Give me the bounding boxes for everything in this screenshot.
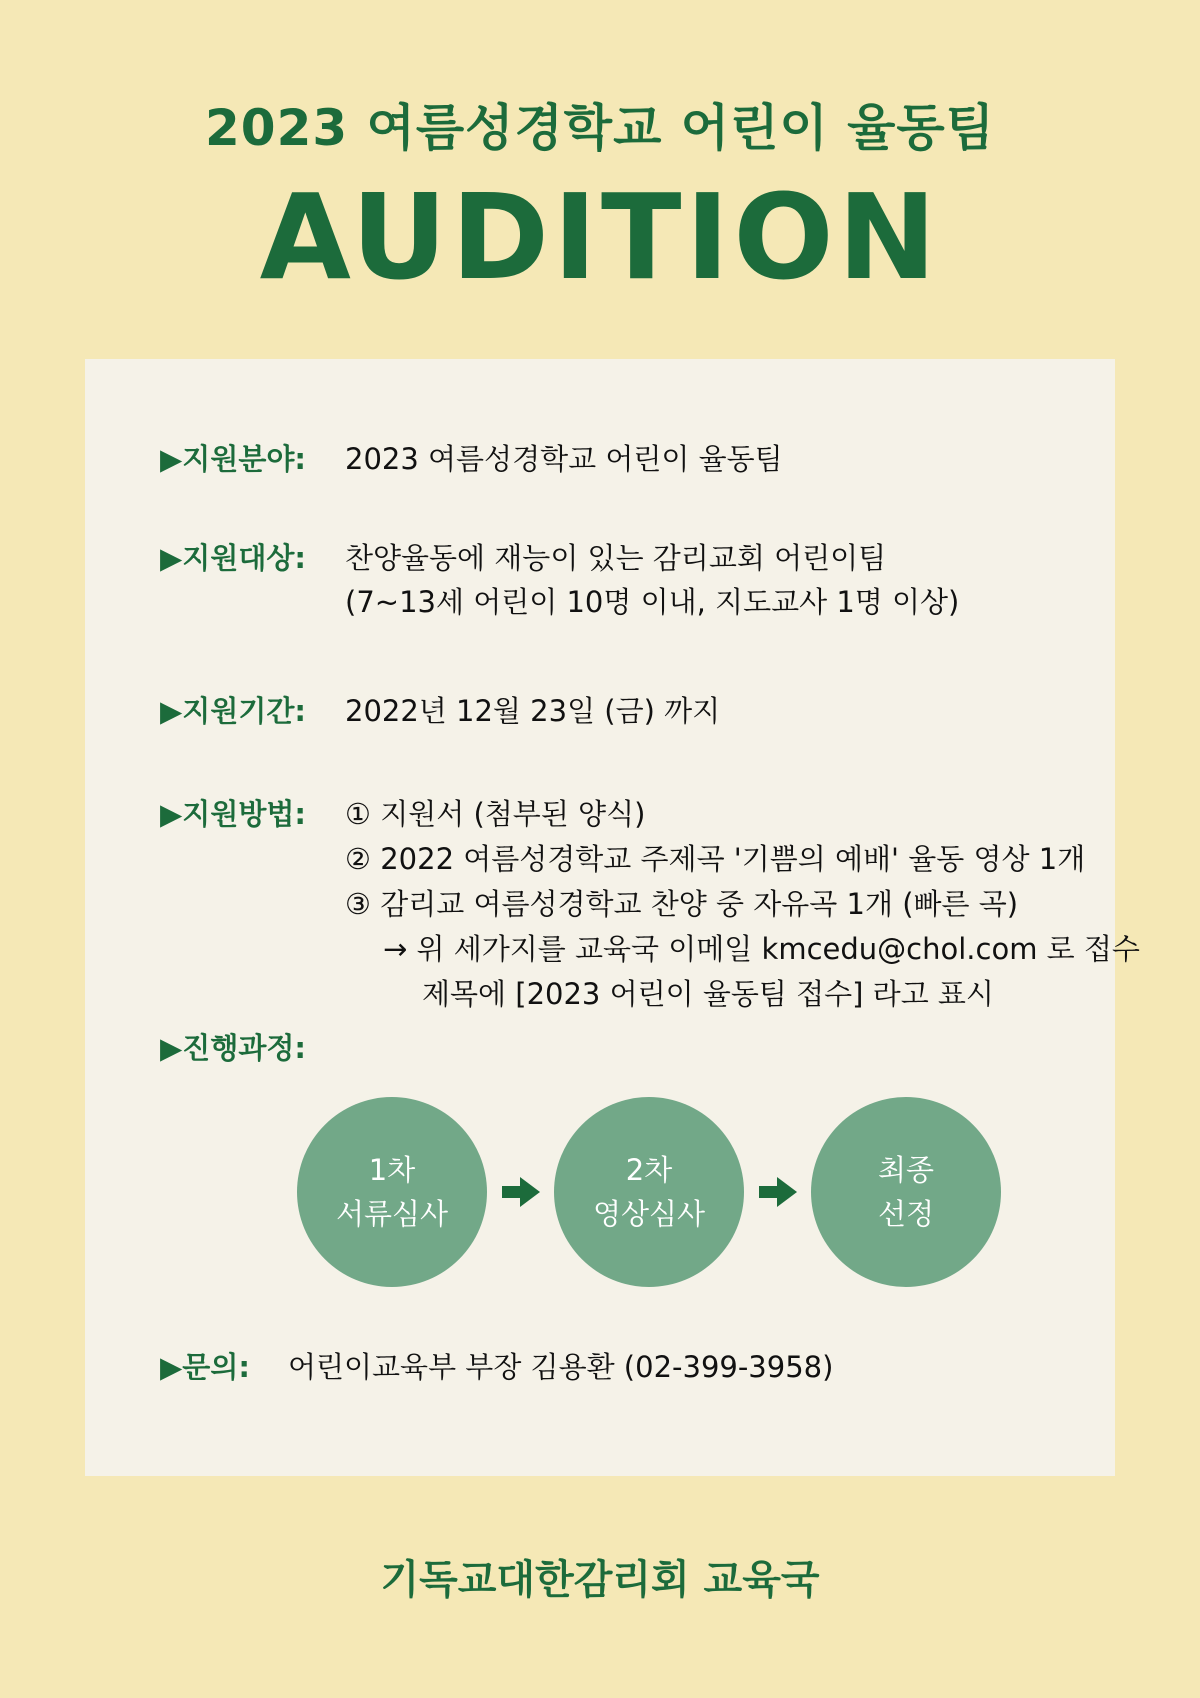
field-row (160, 437, 783, 481)
process-step-1-desc: 서류심사 (335, 1197, 449, 1231)
period-row (160, 689, 720, 733)
method-value (345, 792, 1140, 1017)
field-label: ▶지원분야: (160, 442, 306, 476)
method-note-1: → 위 세가지를 교육국 이메일 kmcedu@chol.com 로 접수 (383, 932, 1140, 966)
target-line-2: (7~13세 어린이 10명 이내, 지도교사 1명 이상) (345, 585, 960, 619)
page-subtitle: 2023 여름성경학교 어린이 율동팀 (205, 99, 995, 157)
page-title: AUDITION (259, 168, 941, 306)
method-label: ▶지원방법: (160, 797, 306, 831)
process-step-1-title: 1차 (368, 1153, 416, 1187)
target-label: ▶지원대상: (160, 541, 306, 575)
target-line-1: 찬양율동에 재능이 있는 감리교회 어린이팀 (345, 541, 887, 575)
process-flow (297, 1097, 1001, 1287)
footer-organization: 기독교대한감리회 교육국 (380, 1557, 820, 1603)
process-label: ▶진행과정: (160, 1031, 306, 1065)
process-step-2-desc: 영상심사 (592, 1197, 706, 1231)
target-value (345, 536, 959, 624)
arrow-right-icon (487, 1097, 554, 1287)
process-step-3-title: 최종 (877, 1153, 935, 1187)
process-row (160, 1026, 345, 1070)
target-row (160, 536, 959, 624)
process-step-3-desc: 선정 (877, 1197, 935, 1231)
field-value: 2023 여름성경학교 어린이 율동팀 (345, 442, 783, 476)
info-card (85, 359, 1140, 1476)
contact-row (160, 1345, 833, 1389)
arrow-right-icon (744, 1097, 811, 1287)
method-item-3: ③ 감리교 여름성경학교 찬양 중 자유곡 1개 (빠른 곡) (345, 887, 1019, 921)
process-step-3 (811, 1097, 1001, 1287)
method-item-1: ① 지원서 (첨부된 양식) (345, 797, 646, 831)
contact-label: ▶문의: (160, 1350, 250, 1384)
method-note-2: 제목에 [2023 어린이 율동팀 접수] 라고 표시 (422, 977, 994, 1011)
contact-value: 어린이교육부 부장 김용환 (02-399-3958) (288, 1350, 834, 1384)
method-item-2: ② 2022 여름성경학교 주제곡 '기쁨의 예배' 율동 영상 1개 (345, 842, 1086, 876)
process-step-2-title: 2차 (625, 1153, 673, 1187)
process-step-2 (554, 1097, 744, 1287)
period-label: ▶지원기간: (160, 694, 306, 728)
period-value: 2022년 12월 23일 (금) 까지 (345, 694, 721, 728)
process-step-1 (297, 1097, 487, 1287)
method-row (160, 792, 1140, 1017)
